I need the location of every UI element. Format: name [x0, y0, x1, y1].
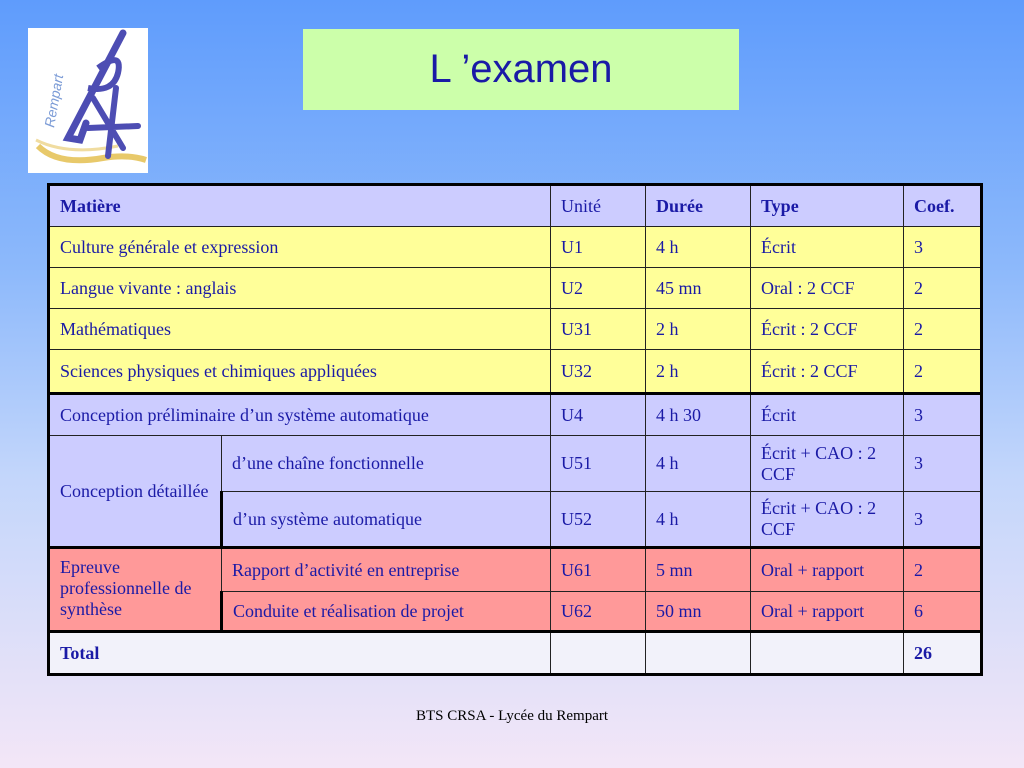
- cell-unite: U52: [551, 492, 646, 548]
- table-row: [49, 436, 982, 492]
- total-coef: 26: [904, 632, 982, 675]
- cell-matiere: d’un système automatique: [222, 492, 551, 548]
- rempart-logo-icon: [28, 28, 148, 173]
- cell-unite: U32: [551, 350, 646, 394]
- cell-matiere: Conception préliminaire d’un système automatique: [49, 394, 551, 436]
- cell-unite: U4: [551, 394, 646, 436]
- cell-coef: 3: [904, 492, 982, 548]
- header-unite: Unité: [551, 185, 646, 227]
- cell-unite: U1: [551, 227, 646, 268]
- cell-unite: U62: [551, 592, 646, 632]
- cell-matiere: Rapport d’activité en entreprise: [222, 548, 551, 592]
- cell-duree: 5 mn: [646, 548, 751, 592]
- total-empty-cell: [646, 632, 751, 675]
- cell-coef: 2: [904, 309, 982, 350]
- cell-unite: U31: [551, 309, 646, 350]
- total-row: [49, 632, 982, 675]
- header-coef: Coef.: [904, 185, 982, 227]
- total-label: Total: [49, 632, 551, 675]
- cell-duree: 2 h: [646, 309, 751, 350]
- table-row: [49, 309, 982, 350]
- table-row: [49, 548, 982, 592]
- cell-type: Écrit: [751, 227, 904, 268]
- cell-coef: 3: [904, 227, 982, 268]
- cell-duree: 2 h: [646, 350, 751, 394]
- page-title: L ’examen: [429, 47, 613, 91]
- cell-duree: 4 h 30: [646, 394, 751, 436]
- cell-duree: 4 h: [646, 227, 751, 268]
- cell-coef: 3: [904, 436, 982, 492]
- rempart-logo: [28, 28, 148, 173]
- header-matiere: Matière: [49, 185, 551, 227]
- cell-matiere: Culture générale et expression: [49, 227, 551, 268]
- total-empty-cell: [751, 632, 904, 675]
- cell-unite: U51: [551, 436, 646, 492]
- cell-type: Écrit : 2 CCF: [751, 309, 904, 350]
- cell-type: Oral : 2 CCF: [751, 268, 904, 309]
- cell-duree: 4 h: [646, 492, 751, 548]
- cell-unite: U61: [551, 548, 646, 592]
- table-row: [49, 394, 982, 436]
- cell-coef: 2: [904, 268, 982, 309]
- cell-type: Écrit : 2 CCF: [751, 350, 904, 394]
- cell-coef: 2: [904, 350, 982, 394]
- table-row: [49, 227, 982, 268]
- exam-table: [47, 183, 983, 676]
- cell-matiere: d’une chaîne fonctionnelle: [222, 436, 551, 492]
- group-conception-detaillee: Conception détaillée: [49, 436, 222, 548]
- cell-coef: 2: [904, 548, 982, 592]
- table-row: [49, 350, 982, 394]
- cell-coef: 3: [904, 394, 982, 436]
- table-row: [49, 268, 982, 309]
- table-header-row: [49, 185, 982, 227]
- cell-duree: 50 mn: [646, 592, 751, 632]
- cell-type: Oral + rapport: [751, 592, 904, 632]
- cell-coef: 6: [904, 592, 982, 632]
- cell-type: Écrit + CAO : 2 CCF: [751, 436, 904, 492]
- cell-unite: U2: [551, 268, 646, 309]
- title-box: [303, 29, 739, 110]
- header-type: Type: [751, 185, 904, 227]
- cell-duree: 4 h: [646, 436, 751, 492]
- group-epreuve-professionnelle: Epreuve professionnelle de synthèse: [49, 548, 222, 632]
- svg-text:Rempart: Rempart: [41, 72, 67, 129]
- footer-text: BTS CRSA - Lycée du Rempart: [415, 708, 609, 724]
- cell-matiere: Langue vivante : anglais: [49, 268, 551, 309]
- header-duree: Durée: [646, 185, 751, 227]
- total-empty-cell: [551, 632, 646, 675]
- cell-duree: 45 mn: [646, 268, 751, 309]
- cell-type: Écrit + CAO : 2 CCF: [751, 492, 904, 548]
- cell-matiere: Sciences physiques et chimiques appliquées: [49, 350, 551, 394]
- cell-type: Oral + rapport: [751, 548, 904, 592]
- cell-matiere: Mathématiques: [49, 309, 551, 350]
- cell-matiere: Conduite et réalisation de projet: [222, 592, 551, 632]
- cell-type: Écrit: [751, 394, 904, 436]
